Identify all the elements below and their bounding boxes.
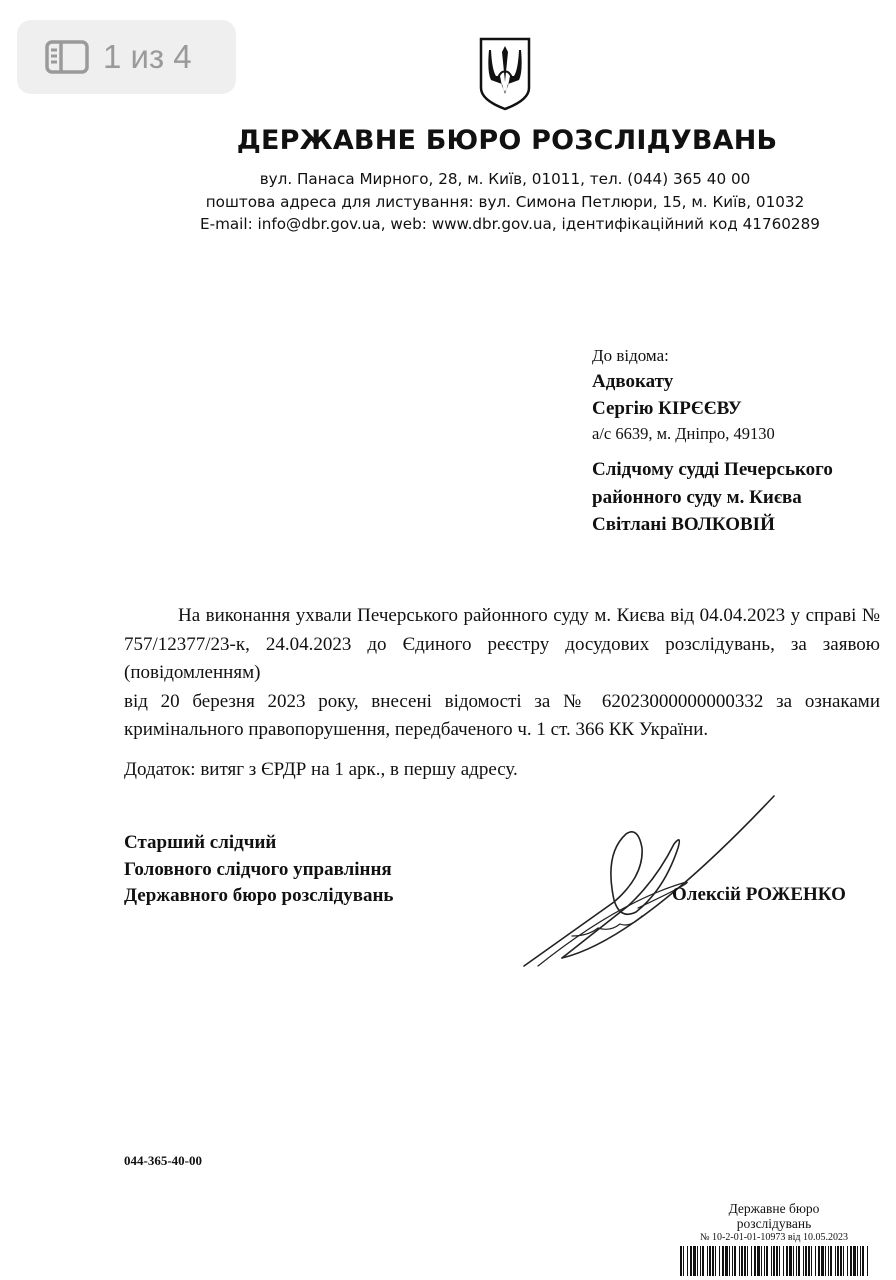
stamp-line-1: Державне бюро — [728, 1201, 820, 1216]
footer-phone: 044-365-40-00 — [124, 1153, 202, 1168]
body-paragraph-part-1: На виконання ухвали Печерського районного суду м. Києва від 04.04.2023 у справі № 757/12377/23-к, 24.04.2023 до Єдиного реєстру досудових розслідувань, за заявою (повідомленням) — [124, 605, 880, 683]
barcode — [680, 1246, 870, 1276]
address-line: вул. Панаса Мирного, 28, м. Київ, 01011, тел. (044) 365 40 00 — [259, 170, 751, 188]
trident-icon — [477, 36, 533, 112]
recipient-name: Сергію КІРЄЄВУ — [592, 398, 742, 419]
page-indicator-button[interactable] — [17, 20, 236, 94]
recipient-block — [592, 344, 775, 446]
page-indicator-label: 1 из 4 — [103, 38, 192, 75]
signer-position — [124, 830, 393, 910]
judge-line-3: Світлані ВОЛКОВІЙ — [592, 514, 775, 535]
contact-line: E-mail: info@dbr.gov.ua, web: www.dbr.gov.ua, ідентифікаційний код 41760289 — [200, 215, 820, 233]
attachment-note: Додаток: витяг з ЄРДР на 1 арк., в першу адресу. — [124, 759, 518, 780]
stamp-line-2: розслідувань — [736, 1216, 812, 1231]
letter-body — [124, 602, 880, 745]
registration-stamp — [676, 1201, 872, 1244]
organization-name: ДЕРЖАВНЕ БЮРО РОЗСЛІДУВАНЬ — [236, 125, 778, 156]
judge-addressee — [592, 456, 833, 539]
judge-line-2: районного суду м. Києва — [592, 486, 802, 508]
body-paragraph-part-2: від 20 березня 2023 року, внесені відомості за № 62023000000000332 за ознаками кримінального правопорушення, передбаченого ч. 1 ст. 366 КК України. — [124, 690, 880, 740]
signer-position-line-2: Головного слідчого управління — [124, 858, 392, 880]
recipient-address: а/с 6639, м. Дніпро, 49130 — [592, 424, 775, 443]
recipient-note: До відома: — [592, 346, 669, 365]
signer-position-line-1: Старший слідчий — [124, 832, 277, 853]
signer-name: Олексій РОЖЕНКО — [672, 884, 846, 905]
organization-contacts — [200, 168, 820, 236]
sidebar-icon — [45, 40, 89, 74]
judge-line-1: Слідчому судді Печерського — [592, 459, 833, 480]
recipient-role: Адвокату — [592, 371, 674, 392]
signer-position-line-3: Державного бюро розслідувань — [124, 885, 394, 906]
postal-address-line: поштова адреса для листування: вул. Симона Петлюри, 15, м. Київ, 01032 — [205, 192, 805, 211]
registration-number: № 10-2-01-01-10973 від 10.05.2023 — [700, 1232, 848, 1243]
